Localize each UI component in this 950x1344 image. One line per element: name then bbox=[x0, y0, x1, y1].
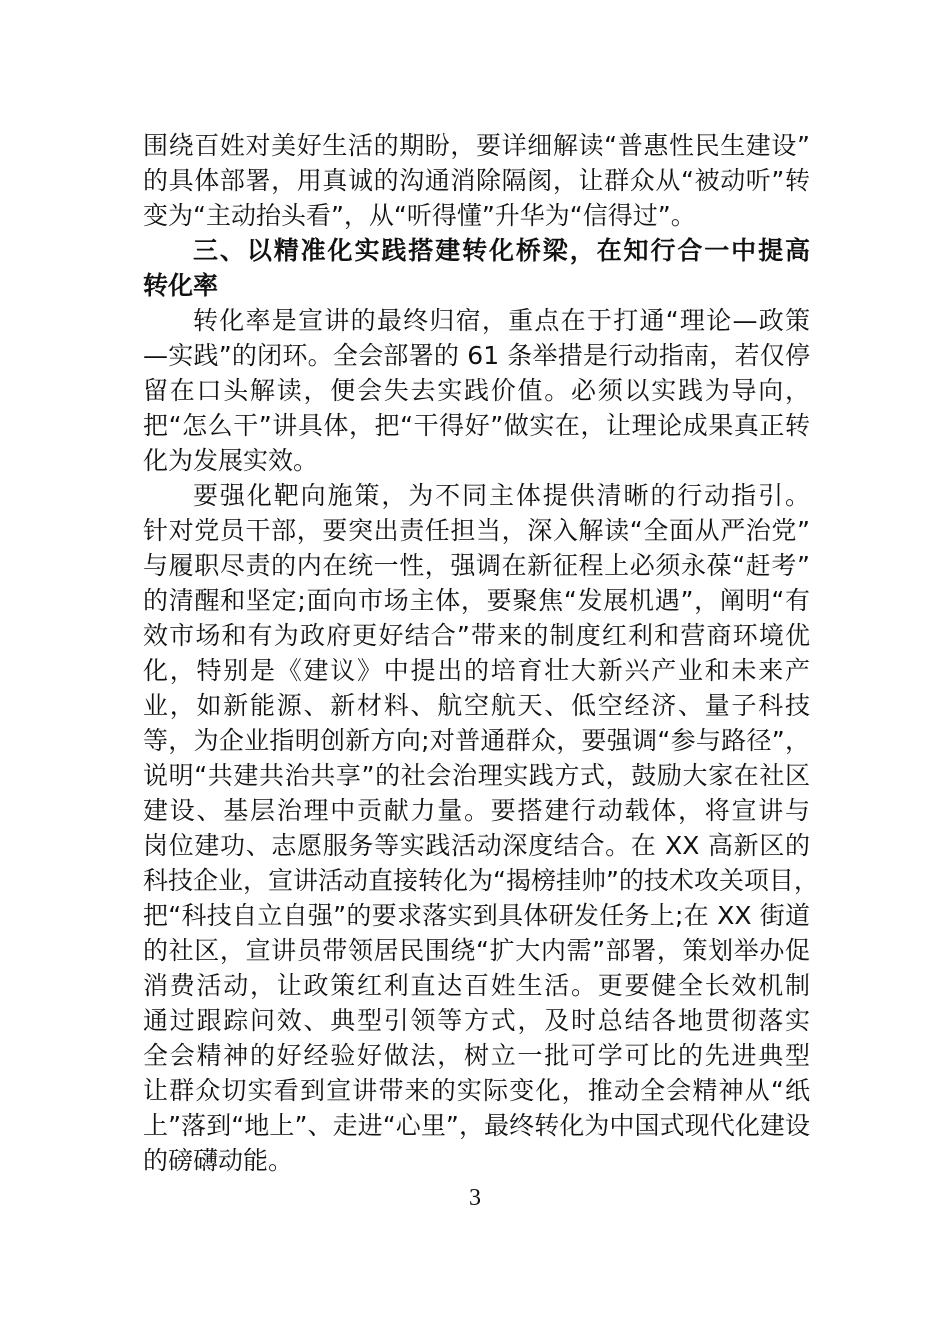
text-line: 与履职尽责的内在统一性，强调在新征程上必须永葆“赶考” bbox=[143, 551, 810, 580]
text-line: 化为发展实效。 bbox=[143, 446, 319, 475]
text-line: 业，如新能源、新材料、航空航天、低空经济、量子科技 bbox=[143, 691, 810, 720]
text-line: 全会精神的好经验好做法，树立一批可学可比的先进典型 bbox=[143, 1041, 810, 1070]
text-line: 科技企业，宣讲活动直接转化为“揭榜挂帅”的技术攻关项目， bbox=[143, 866, 819, 895]
text-line: —实践”的闭环。全会部署的 61 条举措是行动指南，若仅停 bbox=[143, 341, 810, 370]
text-line: 建设、基层治理中贡献力量。要搭建行动载体，将宣讲与 bbox=[143, 796, 810, 825]
text-line: 说明“共建共治共享”的社会治理实践方式，鼓励大家在社区 bbox=[143, 761, 810, 790]
section-heading-line: 三、以精准化实践搭建转化桥梁，在知行合一中提高 bbox=[193, 236, 810, 265]
text-line: 消费活动，让政策红利直达百姓生活。更要健全长效机制 bbox=[143, 971, 810, 1000]
text-line: 的社区，宣讲员带领居民围绕“扩大内需”部署，策划举办促 bbox=[143, 936, 810, 965]
text-line: 变为“主动抬头看”，从“听得懂”升华为“信得过”。 bbox=[143, 201, 696, 230]
text-line: 把“科技自立自强”的要求落实到具体研发任务上;在 XX 街道 bbox=[143, 901, 810, 930]
text-line: 通过跟踪问效、典型引领等方式，及时总结各地贯彻落实 bbox=[143, 1006, 810, 1035]
text-line: 针对党员干部，要突出责任担当，深入解读“全面从严治党” bbox=[143, 516, 810, 545]
text-line: 的具体部署，用真诚的沟通消除隔阂，让群众从“被动听”转 bbox=[143, 166, 810, 195]
text-line: 围绕百姓对美好生活的期盼，要详细解读“普惠性民生建设” bbox=[143, 131, 810, 160]
text-line: 上”落到“地上”、走进“心里”，最终转化为中国式现代化建设 bbox=[143, 1111, 810, 1140]
text-line: 把“怎么干”讲具体，把“干得好”做实在，让理论成果真正转 bbox=[143, 411, 810, 440]
text-line: 留在口头解读，便会失去实践价值。必须以实践为导向， bbox=[143, 376, 810, 405]
paragraph-first-line: 转化率是宣讲的最终归宿，重点在于打通“理论—政策 bbox=[193, 306, 810, 335]
text-line: 让群众切实看到宣讲带来的实际变化，推动全会精神从“纸 bbox=[143, 1076, 810, 1105]
text-line: 化，特别是《建议》中提出的培育壮大新兴产业和未来产 bbox=[143, 656, 810, 685]
text-line: 效市场和有为政府更好结合”带来的制度红利和营商环境优 bbox=[143, 621, 810, 650]
text-line: 等，为企业指明创新方向;对普通群众，要强调“参与路径”， bbox=[143, 726, 810, 755]
section-heading-line: 转化率 bbox=[143, 271, 219, 300]
paragraph-first-line: 要强化靶向施策，为不同主体提供清晰的行动指引。 bbox=[193, 481, 810, 510]
text-line: 的清醒和坚定;面向市场主体，要聚焦“发展机遇”，阐明“有 bbox=[143, 586, 810, 615]
text-line: 的磅礴动能。 bbox=[143, 1146, 294, 1175]
text-line: 岗位建功、志愿服务等实践活动深度结合。在 XX 高新区的 bbox=[143, 831, 810, 860]
page-number: 3 bbox=[469, 1185, 481, 1211]
